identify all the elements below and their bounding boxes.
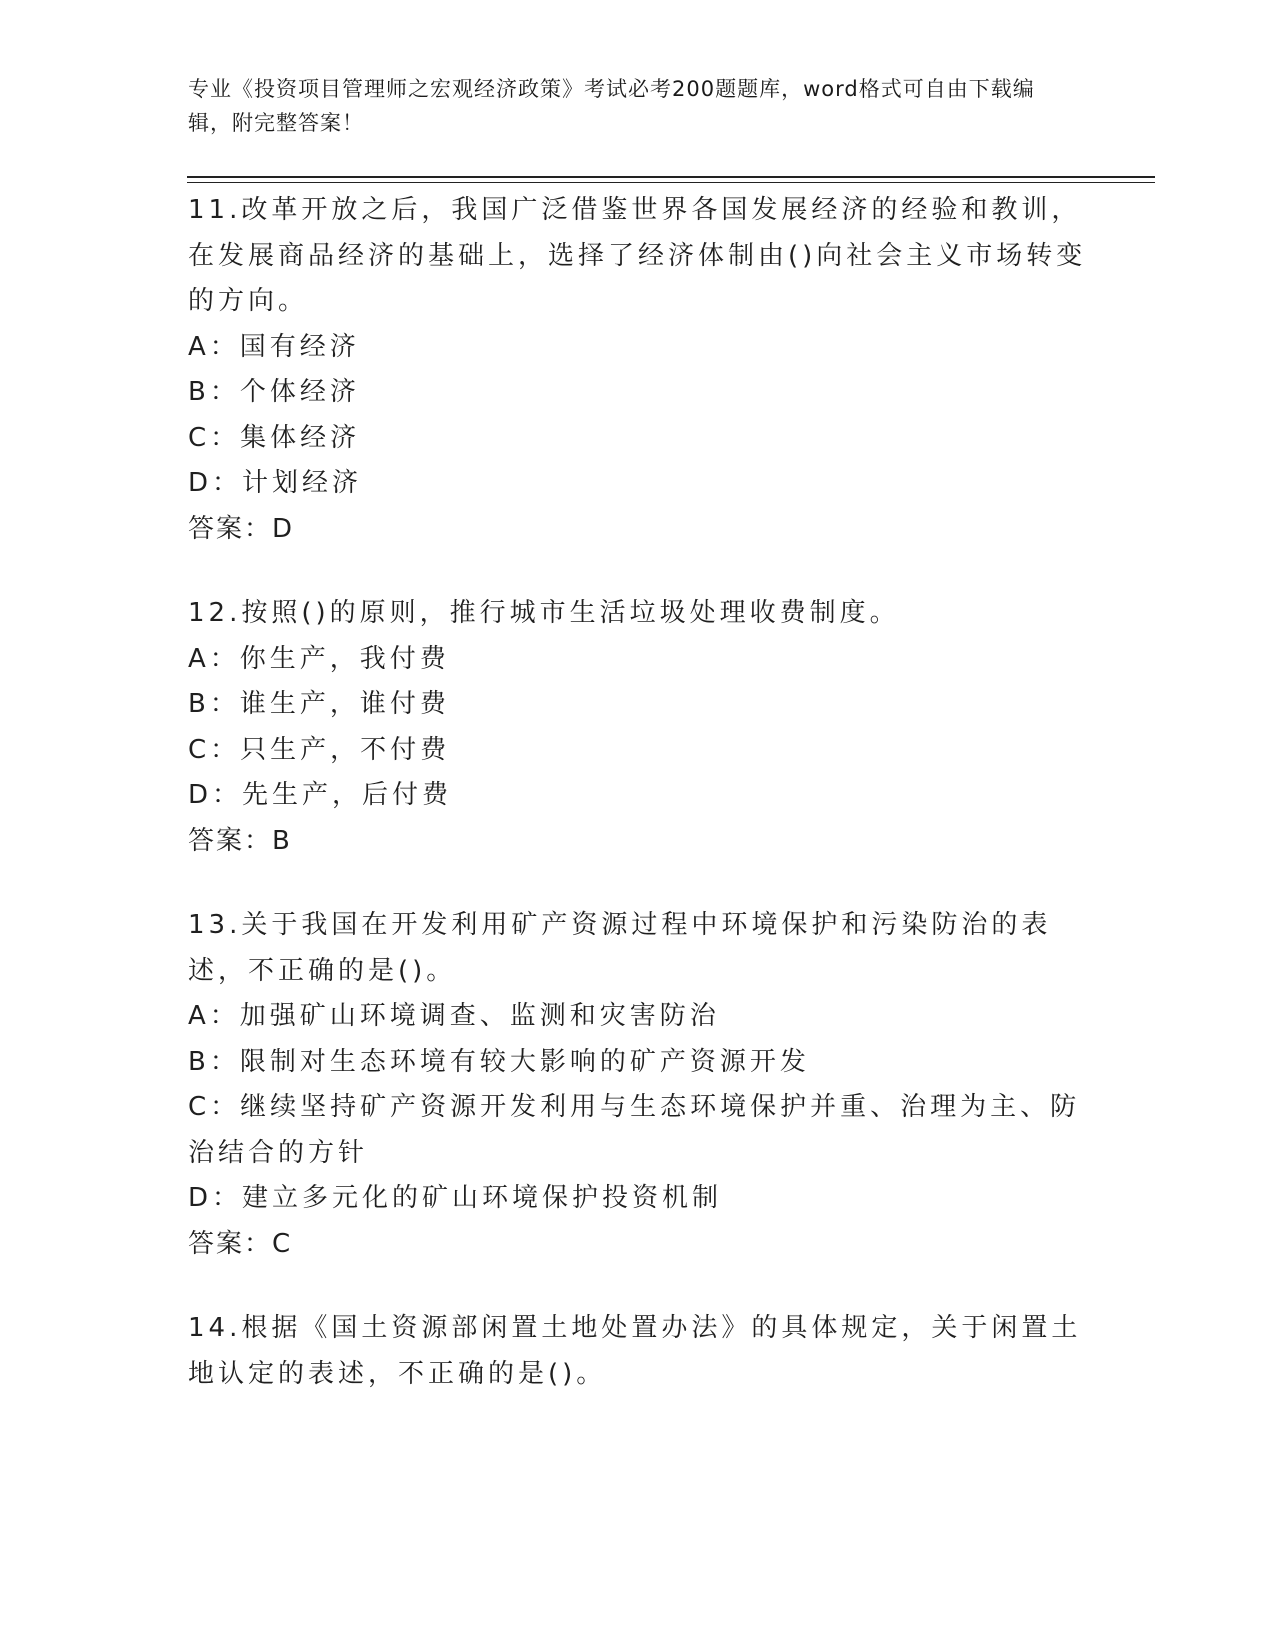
answer-line: [188, 1222, 1088, 1268]
option-c: C：只生产，不付费: [188, 734, 451, 765]
question-12: [188, 591, 1088, 864]
option-b: B：个体经济: [188, 377, 360, 407]
option-d: D：建立多元化的矿山环境保护投资机制: [188, 1183, 723, 1213]
question-list: [188, 188, 1088, 1436]
question-stem: 13.关于我国在开发利用矿产资源过程中环境保护和污染防治的表述，不正确的是()。: [188, 910, 1052, 986]
question-11: [188, 188, 1088, 552]
question-stem: 14.根据《国土资源部闲置土地处置办法》的具体规定，关于闲置土地认定的表述，不正确的是()。: [188, 1313, 1082, 1389]
option-b: B：限制对生态环境有较大影响的矿产资源开发: [188, 1046, 810, 1077]
option-d: D：计划经济: [188, 468, 363, 498]
answer-value: C: [272, 1228, 293, 1259]
option-a: A：你生产，我付费: [188, 643, 450, 674]
option-c: C：继续坚持矿产资源开发利用与生态环境保护并重、治理为主、防治结合的方针: [188, 1092, 1081, 1168]
option-a: A：加强矿山环境调查、监测和灾害防治: [188, 1001, 720, 1031]
option-c: C：集体经济: [188, 422, 361, 453]
answer-line: [188, 507, 1088, 553]
answer-label: 答案：: [188, 825, 273, 856]
question-14: [188, 1306, 1088, 1397]
answer-value: D: [272, 513, 295, 544]
question-stem: 12.按照()的原则，推行城市生活垃圾处理收费制度。: [188, 598, 900, 628]
option-b: B：谁生产，谁付费: [188, 689, 450, 719]
answer-value: B: [272, 825, 292, 856]
document-header: 专业《投资项目管理师之宏观经济政策》考试必考200题题库，word格式可自由下载编辑，附完整答案！: [188, 77, 1035, 135]
question-13: [188, 903, 1088, 1267]
header-rule-thin: [187, 182, 1155, 183]
answer-line: [188, 819, 1088, 865]
header-rule-thick: [187, 176, 1155, 178]
answer-label: 答案：: [188, 1228, 273, 1259]
answer-label: 答案：: [188, 513, 273, 544]
option-d: D：先生产，后付费: [188, 780, 453, 810]
question-stem: 11.改革开放之后，我国广泛借鉴世界各国发展经济的经验和教训，在发展商品经济的基础上，选择了经济体制由()向社会主义市场转变的方向。: [188, 195, 1087, 316]
option-a: A：国有经济: [188, 331, 360, 362]
